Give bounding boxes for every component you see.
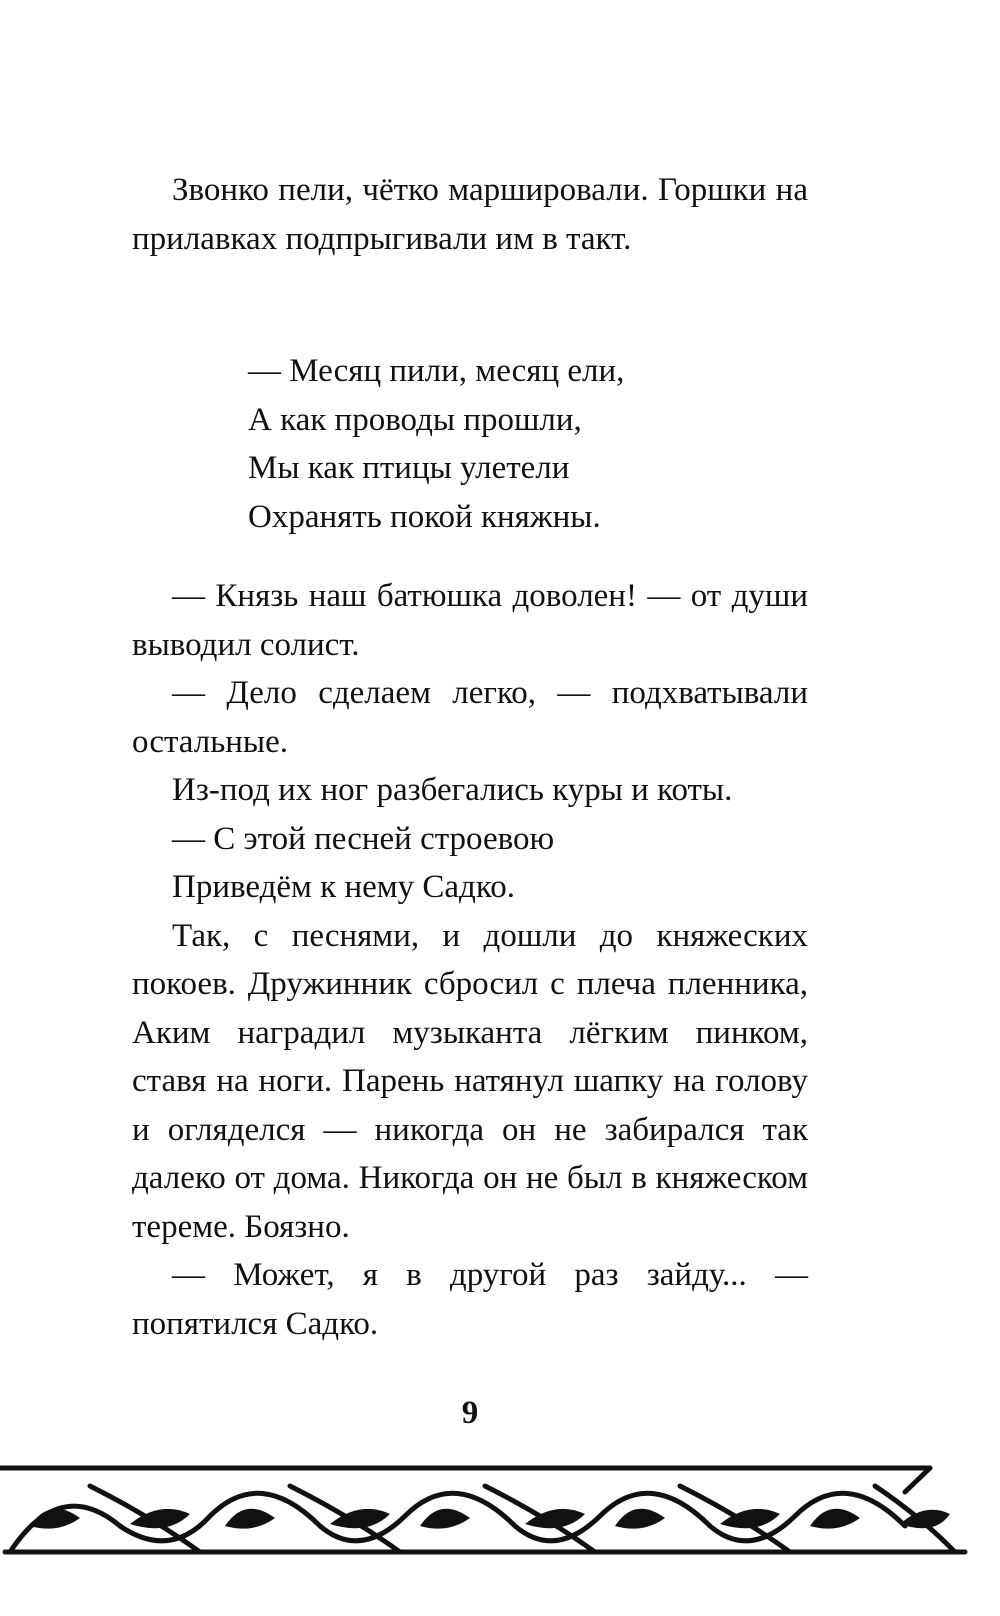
verse-line: — Месяц пили, месяц ели, (248, 353, 625, 389)
paragraph: Звонко пели, чётко маршировали. Горшки на прилавках подпрыгивали им в такт. (132, 172, 808, 257)
paragraph: Так, с песнями, и дошли до княжеских покоев. Дружинник сбросил с плеча пленника, Аким наградил музыканта лёгким пинком, ставя на ноги. Парень натянул шапку на голову и огляделся — никогда он не забирался так далеко от дома. Никогда он не был в княжеском тереме. Боязно. (132, 917, 808, 1245)
song-line: Приведём к нему Садко. (172, 869, 515, 905)
verse-line: Мы как птицы улетели (248, 450, 570, 486)
paragraph: — Дело сделаем легко, — подхватывали остальные. (132, 675, 808, 760)
opening-paragraph-block (132, 166, 808, 263)
song-verse (248, 347, 808, 541)
song-line: — С этой песней строевою (172, 820, 555, 857)
paragraph: Из-под их ног разбегались куры и коты. (172, 772, 733, 808)
page-number: 9 (461, 1395, 479, 1431)
verse-line: Охранять покой княжны. (248, 498, 601, 535)
paragraph: — Может, я в другой раз зайду... — попятился Садко. (132, 1257, 808, 1342)
paragraph: — Князь наш батюшка доволен! — от души выводил солист. (132, 578, 808, 663)
verse-line: А как проводы прошли, (248, 401, 582, 438)
decorative-border-ornament (0, 1456, 1000, 1568)
main-text-block (132, 572, 808, 1348)
